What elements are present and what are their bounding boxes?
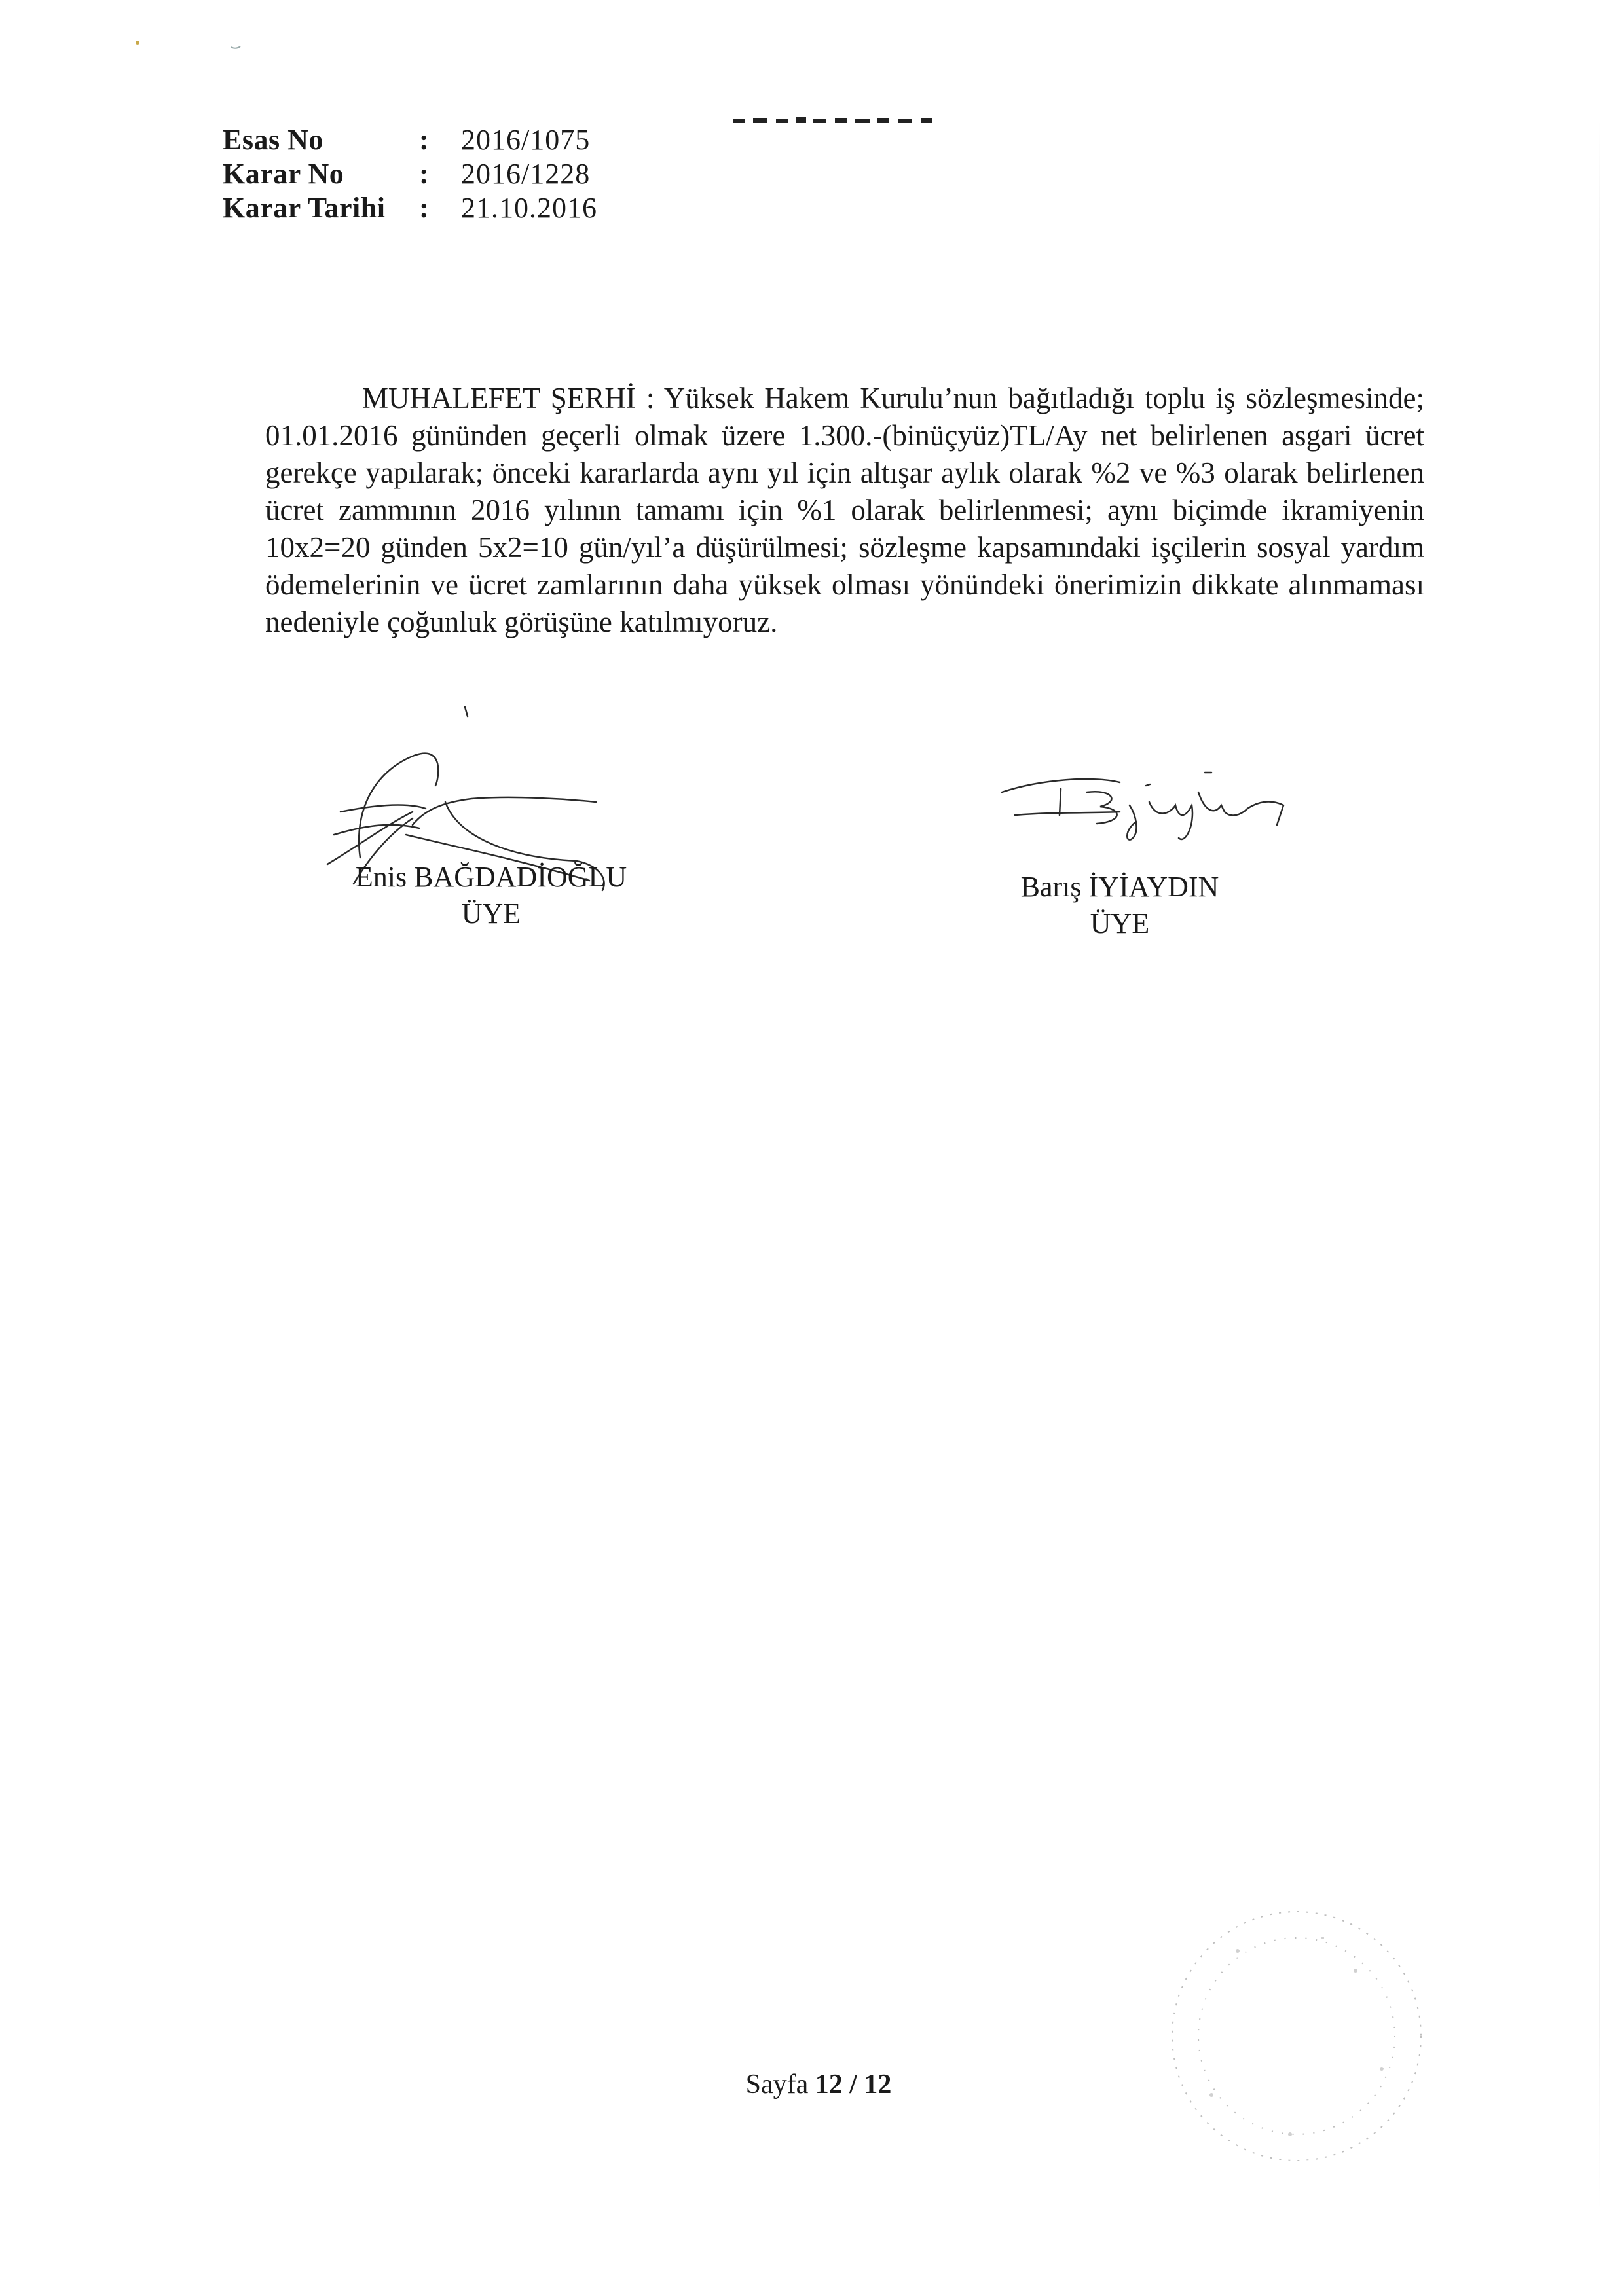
- separator: :: [419, 192, 429, 224]
- cutoff-header-text: [727, 111, 950, 131]
- esas-no-label: Esas No: [223, 124, 323, 156]
- case-meta: [223, 123, 597, 225]
- signatory-left: [327, 859, 655, 932]
- karar-no-label: Karar No: [223, 158, 344, 190]
- signatory-name: Enis BAĞDADİOĞLU: [355, 861, 627, 893]
- esas-no-row: [223, 123, 597, 157]
- separator: :: [419, 158, 429, 190]
- signatory-right: [982, 869, 1257, 942]
- karar-no-value: 2016/1228: [461, 158, 591, 190]
- page-number: [720, 2069, 917, 2100]
- karar-no-row: [223, 157, 597, 191]
- scan-speck: [229, 43, 242, 52]
- karar-tarihi-label: Karar Tarihi: [223, 192, 386, 224]
- page-total: 12: [864, 2069, 892, 2100]
- signature-right-icon: [989, 753, 1316, 871]
- signatory-name: Barış İYİAYDIN: [1020, 871, 1219, 903]
- page-prefix: Sayfa: [745, 2069, 809, 2100]
- page-separator: /: [849, 2069, 857, 2100]
- scan-speck: [131, 36, 144, 49]
- page-current: 12: [815, 2069, 843, 2100]
- scan-edge-line: [1599, 118, 1600, 2213]
- esas-no-value: 2016/1075: [461, 124, 591, 156]
- signatory-role: ÜYE: [461, 898, 521, 930]
- karar-tarihi-value: 21.10.2016: [461, 192, 597, 224]
- separator: :: [419, 124, 429, 156]
- signatory-role: ÜYE: [1090, 907, 1150, 939]
- dissent-paragraph: MUHALEFET ŞERHİ : Yüksek Hakem Kurulu’nun bağıtladığı toplu iş sözleşmesinde; 01.01.2016 gününden geçerli olmak üzere 1.300.-(binüçyüz)TL/Ay net belirlenen asgari ücret gerekçe yapılarak; önceki kararlarda aynı yıl için altışar aylık olarak %2 ve %3 olarak belirlenen ücret zammının 2016 yılının tamamı için %1 olarak belirlenmesi; aynı biçimde ikramiyenin 10x2=20 günden 5x2=10 gün/yıl’a düşürülmesi; sözleşme kapsamındaki işçilerin sosyal yardım ödemelerinin ve ücret zamlarının daha yüksek olması yönündeki önerimizin dikkate alınmaması nedeniyle çoğunluk görüşüne katılmıyoruz.: [265, 382, 1424, 638]
- faint-stamp-icon: [1159, 1899, 1434, 2174]
- karar-tarihi-row: [223, 191, 597, 225]
